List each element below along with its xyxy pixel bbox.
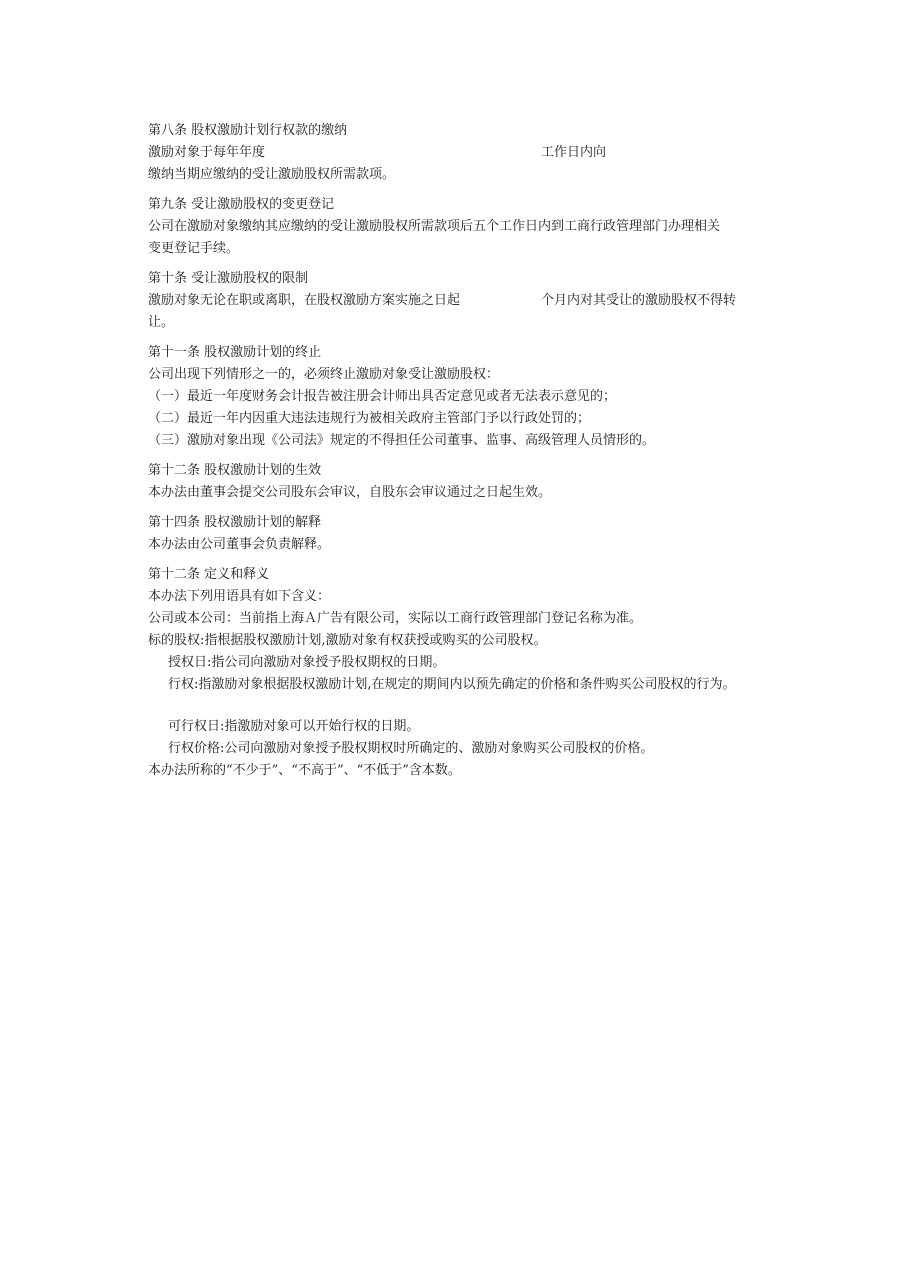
- article-9: [148, 194, 788, 260]
- article-8-line-1: [148, 142, 788, 164]
- definition-exercise-price: 行权价格:公司向激励对象授予股权期权时所确定的、激励对象购买公司股权的价格。: [168, 741, 654, 756]
- article-9-heading: 第九条 受让激励股权的变更登记: [148, 197, 335, 212]
- article-10-line-1: [148, 290, 788, 312]
- definition-company: 公司或本公司：当前指上海Ａ广告有限公司，实际以工商行政管理部门登记名称为准。: [148, 611, 643, 626]
- definition-target-equity: 标的股权:指根据股权激励计划,激励对象有权获授或购买的公司股权。: [148, 633, 547, 648]
- article-8-line-1-end: 工作日内向: [541, 145, 607, 160]
- article-11-item-2: （二）最近一年内因重大违法违规行为被相关政府主管部门予以行政处罚的；: [148, 411, 591, 426]
- article-12-definitions: [148, 564, 788, 782]
- article-8-line-1-start: 激励对象于每年年度: [148, 145, 266, 160]
- article-12-effect: [148, 460, 788, 504]
- definition-exercise: 行权:指激励对象根据股权激励计划,在规定的期间内以预先确定的价格和条件购买公司股权的行为。: [168, 677, 736, 692]
- definition-exercisable-date: 可行权日:指激励对象可以开始行权的日期。: [168, 719, 420, 734]
- document-body: [148, 120, 788, 790]
- article-10-heading: 第十条 受让激励股权的限制: [148, 271, 309, 286]
- article-11-item-3: （三）激励对象出现《公司法》规定的不得担任公司董事、监事、高级管理人员情形的。: [148, 433, 656, 448]
- article-10: [148, 268, 788, 334]
- article-10-line-1-start: 激励对象无论在职或离职，在股权激励方案实施之日起: [148, 293, 461, 308]
- article-10-line-2: 让。: [148, 315, 175, 330]
- article-9-line-1: 公司在激励对象缴纳其应缴纳的受让激励股权所需款项后五个工作日内到工商行政管理部门办理相关: [148, 219, 721, 234]
- article-14-line-1: 本办法由公司董事会负责解释。: [148, 537, 331, 552]
- article-11-heading: 第十一条 股权激励计划的终止: [148, 345, 322, 360]
- article-12-effect-line-1: 本办法由董事会提交公司股东会审议，自股东会审议通过之日起生效。: [148, 485, 552, 500]
- article-8: [148, 120, 788, 186]
- article-12-definitions-heading: 第十二条 定义和释义: [148, 567, 270, 582]
- blank-line: [148, 696, 788, 716]
- article-10-line-1-end: 个月内对其受让的激励股权不得转: [541, 293, 737, 308]
- definitions-intro: 本办法下列用语具有如下含义：: [148, 589, 331, 604]
- article-14-heading: 第十四条 股权激励计划的解释: [148, 515, 322, 530]
- article-8-line-2: 缴纳当期应缴纳的受让激励股权所需款项。: [148, 167, 396, 182]
- article-9-line-2: 变更登记手续。: [148, 241, 240, 256]
- article-11-line-1: 公司出现下列情形之一的，必须终止激励对象受让激励股权：: [148, 367, 500, 382]
- article-11-item-1: （一）最近一年度财务会计报告被注册会计师出具否定意见或者无法表示意见的；: [148, 389, 617, 404]
- article-14: [148, 512, 788, 556]
- definition-inclusive-note: 本办法所称的“不少于”、“不高于”、“不低于”含本数。: [148, 763, 461, 778]
- article-12-effect-heading: 第十二条 股权激励计划的生效: [148, 463, 322, 478]
- article-8-heading: 第八条 股权激励计划行权款的缴纳: [148, 123, 348, 138]
- article-11: [148, 342, 788, 452]
- definition-grant-date: 授权日:指公司向激励对象授予股权期权的日期。: [168, 655, 446, 670]
